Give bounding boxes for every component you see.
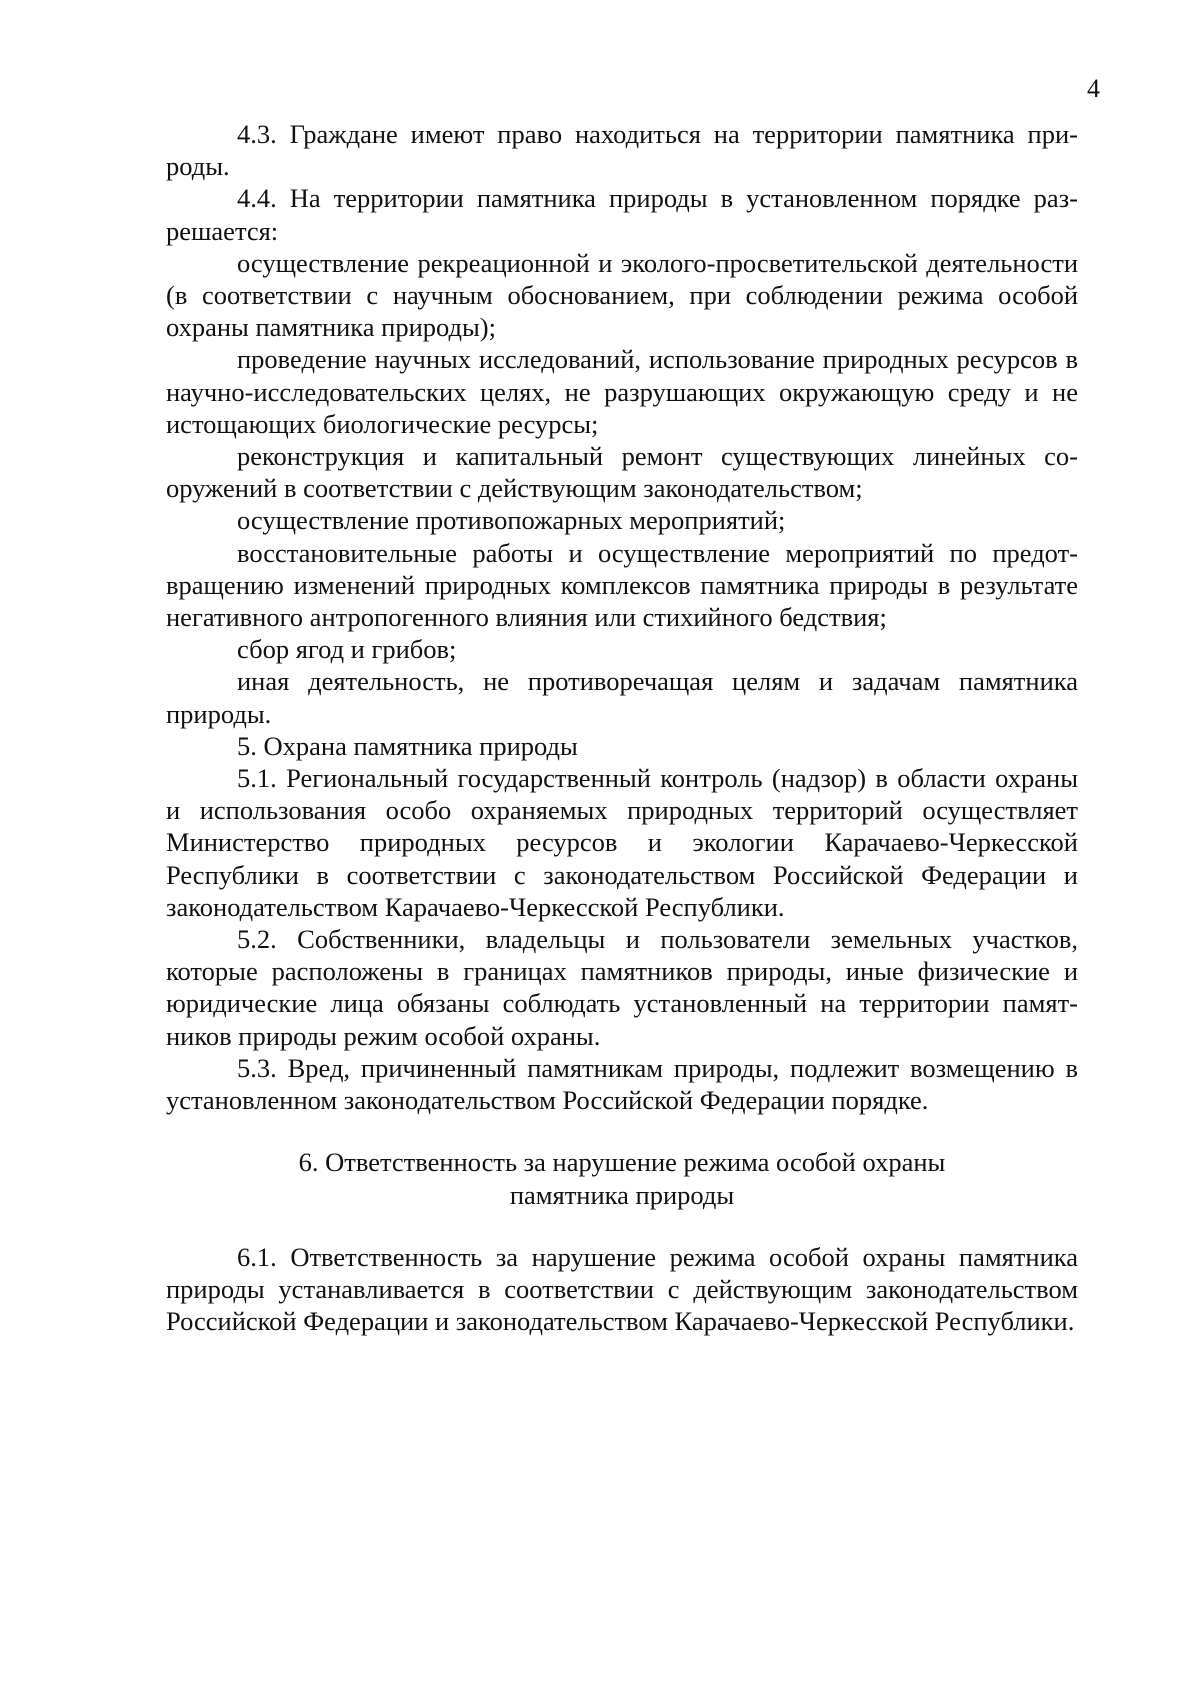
- section-6-heading-line-1: 6. Ответственность за нарушение режима особой охраны: [298, 1147, 946, 1178]
- paragraph-4-3: 4.3. Граждане имеют право находиться на территории памятника природы.: [166, 119, 1078, 182]
- document-body: [166, 118, 1078, 1337]
- list-item: осуществление рекреационной и эколого-просветительской деятельности (в соответствии с научным обоснованием, при соблюдении режима особой охраны памятника природы);: [166, 247, 1078, 343]
- paragraph-5-1: 5.1. Региональный государственный контроль (надзор) в области охраны и использования особо охраняемых природных территорий осуществляет Министерство природных ресурсов и экологии Карачаево-Черкесской Республики в соответствии с законодательством Российской Федерации и законодательством Карачаево-Черкесской Республики.: [166, 763, 1078, 922]
- list-item: проведение научных исследований, использование природных ресурсов в научно-исследовательских целях, не разрушающих окружающую среду и не истощающих биологические ресурсы;: [166, 344, 1078, 439]
- section-5-heading: 5. Охрана памятника природы: [237, 730, 578, 761]
- list-item: сбор ягод и грибов;: [237, 634, 457, 665]
- paragraph-4-4: 4.4. На территории памятника природы в установленном порядке разрешается:: [166, 183, 1078, 246]
- section-6-heading: [166, 1146, 1078, 1210]
- list-item: иная деятельность, не противоречащая целям и задачам памятника природы.: [166, 666, 1078, 729]
- paragraph-5-3: 5.3. Вред, причиненный памятникам природы, подлежит возмещению в установленном законодательством Российской Федерации порядке.: [166, 1052, 1078, 1116]
- paragraph-5-2: 5.2. Собственники, владельцы и пользователи земельных участков, которые расположены в границах памятников природы, иные физические и юридические лица обязаны соблюдать установленный на территории памятников природы режим особой охраны.: [166, 924, 1078, 1051]
- list-item: восстановительные работы и осуществление мероприятий по предотвращению изменений природных комплексов памятника природы в результате негативного антропогенного влияния или стихийного бедствия;: [166, 537, 1078, 633]
- page-number: 4: [1087, 74, 1100, 103]
- list-item: осуществление противопожарных мероприятий;: [237, 505, 786, 536]
- section-6-heading-line-2: памятника природы: [509, 1179, 735, 1210]
- paragraph-6-1: 6.1. Ответственность за нарушение режима особой охраны памятника природы устанавливается в соответствии с действующим законодательством Российской Федерации и законодательством Карачаево-Черкесской Республики.: [166, 1241, 1078, 1337]
- list-item: реконструкция и капитальный ремонт существующих линейных сооружений в соответствии с действующим законодательством;: [166, 441, 1078, 504]
